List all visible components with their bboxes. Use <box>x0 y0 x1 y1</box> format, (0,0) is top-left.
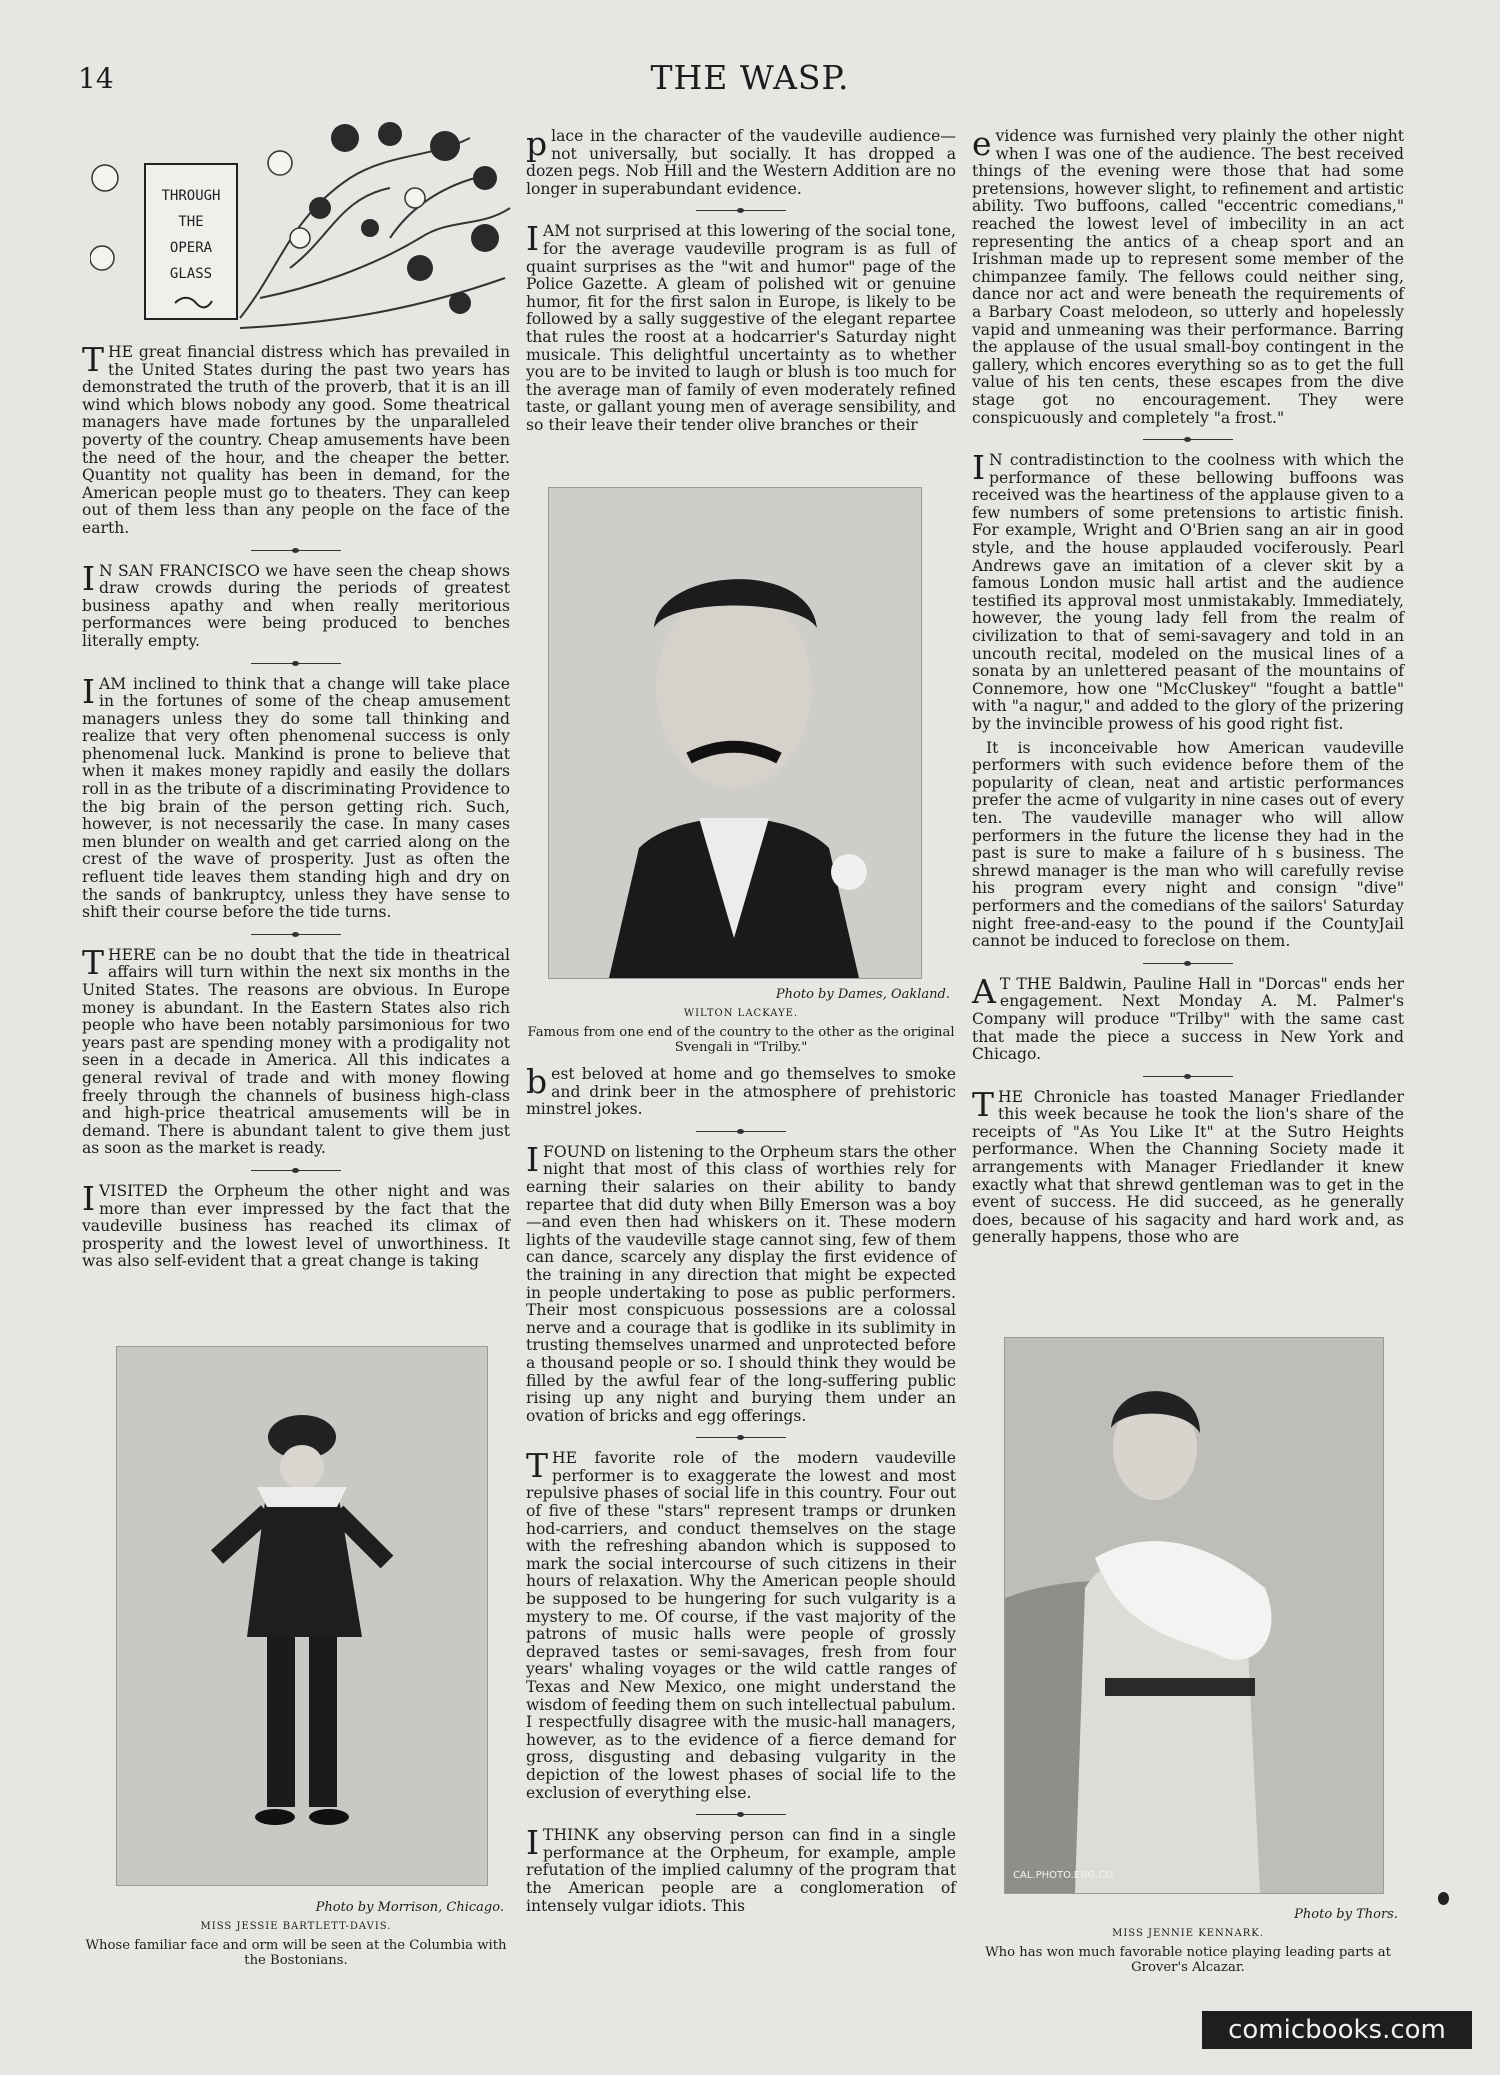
column-2-bottom <box>526 1062 957 1921</box>
section-divider <box>696 1131 786 1132</box>
portrait-figure <box>117 1347 487 1885</box>
article-paragraph: IAM inclined to think that a change will take place in the fortunes of some of the cheap amusement managers unless they do some tall thinking and realize that very often phenomenal success is only phenomenal luck. Mankind is prone to believe that when it makes money rapidly and easily the dollars roll in as the tribute of a discriminating Providence to the big brain of the person getting rich. Such, however, is not necessarily the case. In many cases men blunder on wealth and get carried along on the crest of the wave of prosperity. Just as often the refluent tide leaves them standing high and dry on the sands of bankruptcy, unless they have sense to shift their course before the tide turns. <box>82 671 510 922</box>
article-paragraph: ITHINK any observing person can find in a single performance at the Orpheum, for example, ample refutation of the implied calumny of the program that the American people are a conglomeration of intensely vulgar idiots. This <box>526 1823 956 1915</box>
article-paragraph: IN contradistinction to the coolness with which the performance of these bellowing buffoons was received was the heartiness of the applause given to a few numbers of some pretensions to artistic finish. For example, Wright and O'Brien sang an air in good style, and the house applauded vociferously. Pearl Andrews gave an imitation of a clever skit by a famous London music hall artist and the audience testified its approval most unmistakably. Immediately, however, the young lady fell from the realm of civilization to that of semi-savagery and told in an uncouth recital, modeled on the musical lines of a sonata by an unlettered peasant of the mountains of Connemore, how one "McCluskey" "fought a battle" with "a nagur," and added to the glory of the prizering by the invincible prowess of his good right fist. <box>972 448 1404 733</box>
engraving-stamp: CAL.PHOTO.ENG.CO. <box>1013 1870 1117 1881</box>
caption-jennie-kennark <box>972 1907 1404 1975</box>
masthead: THE WASP. <box>650 58 850 97</box>
section-divider <box>696 1814 786 1815</box>
photo-caption: Who has won much favorable notice playing leading parts at Grover's Alcazar. <box>985 1945 1391 1975</box>
article-paragraph: THE Chronicle has toasted Manager Friedlander this week because he took the lion's share of the receipts of "As You Like It" at the Sutro Heights performance. When the Channing Society made it arrangements with Manager Friedlander it knew exactly what that shrewd gentleman was to get in the event of success. He did succeed, as he generally does, because of his sagacity and hard work and, as generally happens, those who are <box>972 1084 1404 1247</box>
section-divider <box>251 1170 341 1171</box>
section-divider <box>1143 963 1233 964</box>
column-2-top <box>526 124 956 441</box>
photo-caption: Famous from one end of the country to the other as the original Svengali in "Trilby." <box>527 1025 955 1055</box>
article-paragraph: IAM not surprised at this lowering of the social tone, for the average vaudeville program is as full of quaint surprises as the "wit and humor" page of the Police Gazette. A gleam of polished wit or genuine humor, fit for the first salon in Europe, is likely to be followed by a sally suggestive of the elegant repartee that rules the roost at a hodcarrier's Saturday night musicale. This delightful uncertainty as to whether you are to be invited to laugh or blush is too much for the average man of family of even moderately refined taste, or gallant young men of average sensibility, and so their leave their tender olive branches or their <box>526 219 956 434</box>
article-paragraph: It is inconceivable how American vaudeville performers with such evidence before them of the popularity of clean, neat and artistic performances prefer the acme of vulgarity in nine cases out of every ten. The vaudeville manager who will allow performers in the future the license they had in the past is sure to make a failure of h s business. The shrewd manager is the man who will carefully revise his program every night and consign "dive" performers and the comedians of the sailors' Saturday night free-and-easy to the pound if the CountyJail cannot be induced to foreclose on them. <box>972 738 1404 951</box>
article-paragraph: THE favorite role of the modern vaudeville performer is to exaggerate the lowest and most repulsive phases of social life in this country. Four out of five of these "stars" represent tramps or drunken hod-carriers, and conduct themselves on the stage with the refreshing abandon which is supposed to mark the social intercourse of such citizens in their hours of relaxation. Why the American people should be supposed to be hungering for such vulgarity is a mystery to me. Of course, if the vast majority of the patrons of music halls were people of grossly depraved tastes or semi-savages, fresh from four years' whaling voyages or the wild cattle ranges of Texas and New Mexico, one might understand the wisdom of feeding them on such intellectual pabulum. I respectfully disagree with the music-hall managers, however, as to the evidence of a fierce demand for gross, disgusting and debasing vulgarity in the depiction of the lowest phases of social life to the exclusion of everything else. <box>526 1446 956 1802</box>
photo-credit: Photo by Dames, Oakland. <box>775 987 950 1002</box>
section-divider <box>1143 1076 1233 1077</box>
section-divider <box>251 663 341 664</box>
article-paragraph: IFOUND on listening to the Orpheum stars the other night that most of this class of worthies rely for earning their salaries on their ability to bandy repartee that did duty when Billy Emerson was a boy—and even then had whiskers on it. These modern lights of the vaudeville stage cannot sing, few of them can dance, scarcely any display the first evidence of the training in any direction that might be expected in people undertaking to pose as public performers. Their most conspicuous possessions are a colossal nerve and a courage that is godlike in its sublimity in trusting themselves unarmed and unprotected before a thousand people or so. I should think they would be filled by the awful fear of the long-suffering public rising up any night and burying them under an ovation of bricks and egg offerings. <box>526 1139 957 1425</box>
article-paragraph: IVISITED the Orpheum the other night and was more than ever impressed by the fact that the vaudeville business has reached its climax of prosperity and the lowest level of unworthiness. It was also self-evident that a great change is taking <box>82 1178 510 1271</box>
column-1 <box>82 340 510 1277</box>
section-divider <box>696 1437 786 1438</box>
article-paragraph: THERE can be no doubt that the tide in theatrical affairs will turn within the next six months in the United States. The reasons are obvious. In Europe money is abundant. In the Eastern States also rich people who have been notably parsimonious for two years past are spending money with a prodigality not seen in a decade in America. All this indicates a general revival of trade and with money flowing freely through the channels of business high-class and high-price theatrical amusements will be in demand. There is abundant talent to give them just as soon as the market is ready. <box>82 942 510 1158</box>
section-divider <box>251 934 341 935</box>
header-line-3: OPERA <box>169 240 213 256</box>
column-3 <box>972 124 1404 1253</box>
photo-subject-name: WILTON LACKAYE. <box>683 1008 799 1019</box>
article-paragraph: THE great financial distress which has prevailed in the United States during the past two years has demonstrated the truth of the proverb, that it is an ill wind which blows nobody any good. Some theatrical managers have made fortunes by the unparalleled poverty of the country. Cheap amusements have been the need of the hour, and the cheaper the better. Quantity not quality has been in demand, for the American people must go to theaters. They can keep out of them less than any people on the face of the earth. <box>82 340 510 537</box>
photo-jessie-bartlett-davis <box>116 1346 488 1886</box>
ink-mark <box>1438 1892 1449 1905</box>
photo-wilton-lackaye <box>548 487 922 979</box>
photo-subject-name: MISS JENNIE KENNARK. <box>1112 1928 1264 1939</box>
caption-jessie-bartlett-davis <box>82 1900 510 1968</box>
header-illustration <box>90 118 518 336</box>
page-number: 14 <box>78 62 114 95</box>
photo-caption: Whose familiar face and orm will be seen at the Columbia with the Bostonians. <box>85 1938 507 1968</box>
photo-subject-name: MISS JESSIE BARTLETT-DAVIS. <box>200 1921 392 1932</box>
photo-credit: Photo by Morrison, Chicago. <box>315 1900 504 1915</box>
photo-credit: Photo by Thors. <box>1294 1907 1398 1922</box>
header-line-2: THE <box>178 214 204 230</box>
watermark: comicbooks.com <box>1202 2011 1472 2049</box>
photo-jennie-kennark <box>1004 1337 1384 1894</box>
header-line-1: THROUGH <box>161 188 221 204</box>
header-line-4: GLASS <box>169 266 213 282</box>
section-divider <box>251 550 341 551</box>
article-paragraph: AT THE Baldwin, Pauline Hall in "Dorcas" ends her engagement. Next Monday A. M. Palmer's Company will produce "Trilby" with the same cast that made the piece a success in New York and Chicago. <box>972 971 1404 1064</box>
caption-wilton-lackaye <box>526 987 956 1055</box>
portrait-figure <box>549 488 921 978</box>
portrait-figure <box>1005 1338 1383 1893</box>
article-paragraph: IN SAN FRANCISCO we have seen the cheap shows draw crowds during the periods of greatest business apathy and when really meritorious performances were being produced to benches literally empty. <box>82 558 510 650</box>
article-paragraph: best beloved at home and go themselves to smoke and drink beer in the atmosphere of prehistoric minstrel jokes. <box>526 1062 956 1119</box>
section-divider <box>1143 439 1233 440</box>
article-paragraph: evidence was furnished very plainly the other night when I was one of the audience. The best received things of the evening were those that had some pretensions, however slight, to refinement and artistic ability. Two buffoons, called "eccentric comedians," reached the lowest level of imbecility in an act representing the antics of a cheap sport and an Irishman made up to represent some member of the chimpanzee family. The fellows could neither sing, dance nor act and were beneath the requirements of a Barbary Coast melodeon, so utterly and hopelessly vapid and unmeaning was their performance. Barring the applause of the usual small-boy contingent in the gallery, which encores everything so as to get the full value of his ten cents, these escapes from the dive stage got no encouragement. They were conspicuously and completely "a frost." <box>972 124 1404 427</box>
section-divider <box>696 210 786 211</box>
article-paragraph: place in the character of the vaudeville audience—not universally, but socially. It has dropped a dozen pegs. Nob Hill and the Western Addition are no longer in superabundant evidence. <box>526 124 956 198</box>
